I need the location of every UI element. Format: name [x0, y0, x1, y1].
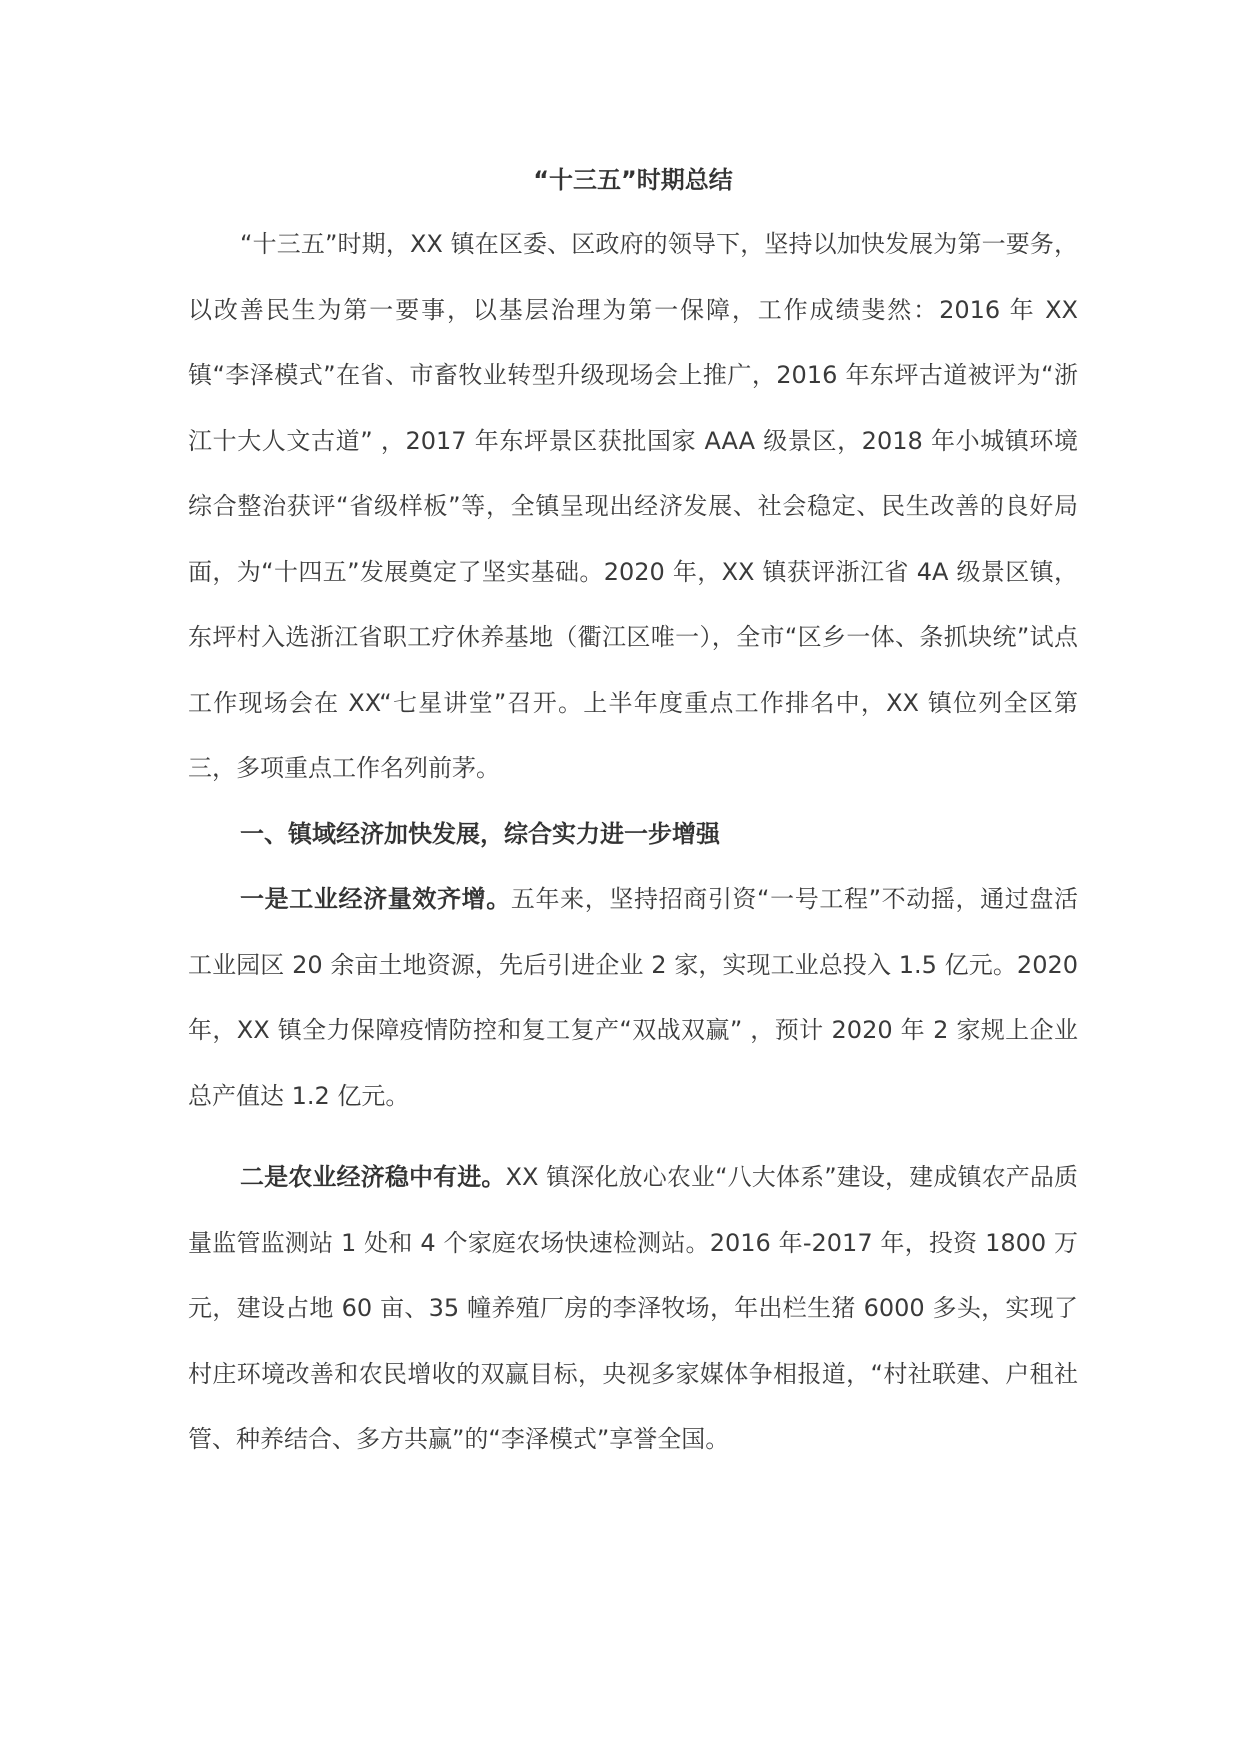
paragraph-lead: 二是农业经济稳中有进。: [240, 1163, 506, 1191]
intro-paragraph: “十三五”时期，XX 镇在区委、区政府的领导下，坚持以加快发展为第一要务，以改善民生为第一要事，以基层治理为第一保障，工作成绩斐然：2016 年 XX 镇“李泽模式”在省、市畜牧业转型升级现场会上推广，2016 年东坪古道被评为“浙江十大人文古道” ，2017 年东坪景区获批国家 AAA 级景区，2018 年小城镇环境综合整治获评“省级样板”等，全镇呈现出经济发展、社会稳定、民生改善的良好局面，为“十四五”发展奠定了坚实基础。2020 年，XX 镇获评浙江省 4A 级景区镇，东坪村入选浙江省职工疗休养基地（衢江区唯一），全市“区乡一体、条抓块统”试点工作现场会在 XX“七星讲堂”召开。上半年度重点工作排名中，XX 镇位列全区第三，多项重点工作名列前茅。: [188, 230, 1078, 782]
paragraph-industrial-economy: [188, 867, 1078, 1129]
document-page: [188, 148, 1078, 1473]
paragraph-agricultural-economy: [188, 1145, 1078, 1473]
paragraph-text: XX 镇深化放心农业“八大体系”建设，建成镇农产品质量监管监测站 1 处和 4 个家庭农场快速检测站。2016 年-2017 年，投资 1800 万元，建设占地 60 亩、35 幢养殖厂房的李泽牧场，年出栏生猪 6000 多头，实现了村庄环境改善和农民增收的双赢目标，央视多家媒体争相报道，“村社联建、户租社管、种养结合、多方共赢”的“李泽模式”享誉全国。: [188, 1163, 1078, 1453]
document-title: “十三五”时期总结: [533, 166, 733, 194]
section-heading-economy: 一、镇域经济加快发展，综合实力进一步增强: [240, 819, 720, 848]
paragraph-gap: [188, 1129, 1078, 1145]
paragraph-lead: 一是工业经济量效齐增。: [240, 885, 511, 913]
paragraph-text: 五年来，坚持招商引资“一号工程”不动摇，通过盘活工业园区 20 余亩土地资源，先后引进企业 2 家，实现工业总投入 1.5 亿元。2020 年，XX 镇全力保障疫情防控和复工复产“双战双赢” ，预计 2020 年 2 家规上企业总产值达 1.2 亿元。: [188, 885, 1078, 1110]
